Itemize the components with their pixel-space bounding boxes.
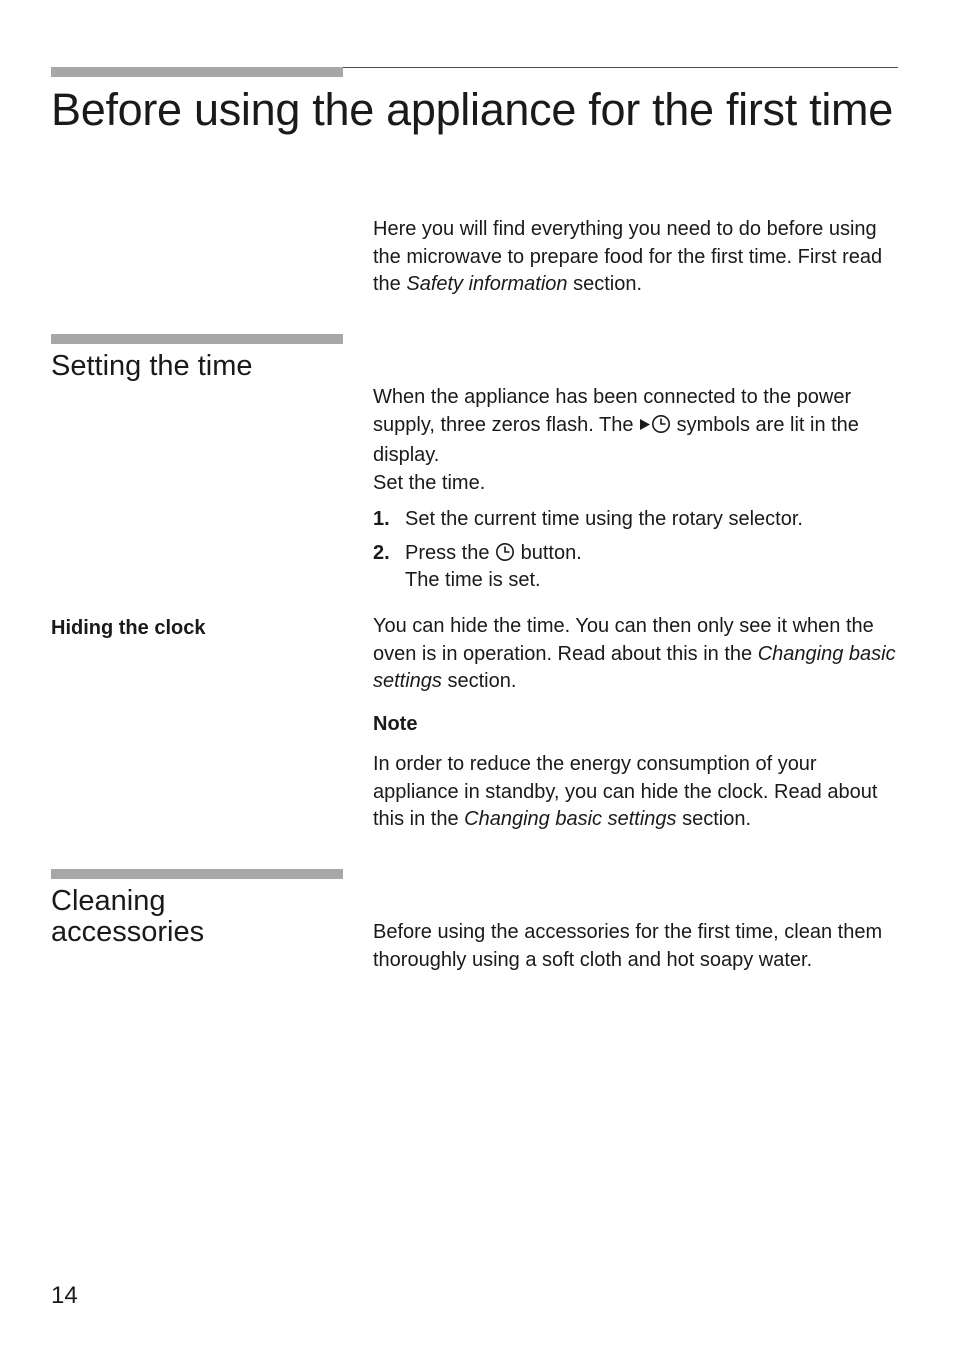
note-title: Note bbox=[373, 713, 418, 735]
intro-paragraph: Here you will find everything you need to do before using the microwave to prepare food for the first time. First read the Safety information section. bbox=[373, 218, 883, 295]
cleaning-paragraph: Before using the accessories for the first time, clean them thoroughly using a soft cloth and hot soapy water. bbox=[373, 921, 883, 971]
step-text: Press the button. bbox=[405, 540, 582, 571]
step-text: Set the current time using the rotary selector. bbox=[405, 508, 803, 530]
step-number: 1. bbox=[373, 508, 390, 530]
section-bar-title bbox=[51, 67, 343, 77]
note-paragraph: In order to reduce the energy consumption of your appliance in standby, you can hide the clock. Read about this in the Changing basic settings section. bbox=[373, 753, 878, 830]
section-bar-cleaning bbox=[51, 869, 343, 879]
page-number: 14 bbox=[51, 1282, 78, 1309]
heading-setting-the-time: Setting the time bbox=[51, 350, 253, 382]
section-bar-setting-time bbox=[51, 334, 343, 344]
play-icon bbox=[639, 412, 651, 440]
safety-information-link: Safety information bbox=[406, 273, 568, 295]
clock-icon bbox=[651, 414, 671, 443]
step-result: The time is set. bbox=[405, 569, 541, 591]
step-number: 2. bbox=[373, 542, 390, 564]
heading-cleaning-accessories: Cleaning accessories bbox=[51, 885, 205, 948]
setting-time-paragraph: When the appliance has been connected to the power supply, three zeros flash. The symbols are lit in the display. Set the time. bbox=[373, 386, 859, 494]
page-title: Before using the appliance for the first time bbox=[51, 84, 893, 135]
hiding-clock-paragraph: You can hide the time. You can then only see it when the oven is in operation. Read about this in the Changing basic settings section. bbox=[373, 615, 896, 692]
heading-hiding-the-clock: Hiding the clock bbox=[51, 617, 206, 639]
top-rule bbox=[343, 67, 898, 68]
